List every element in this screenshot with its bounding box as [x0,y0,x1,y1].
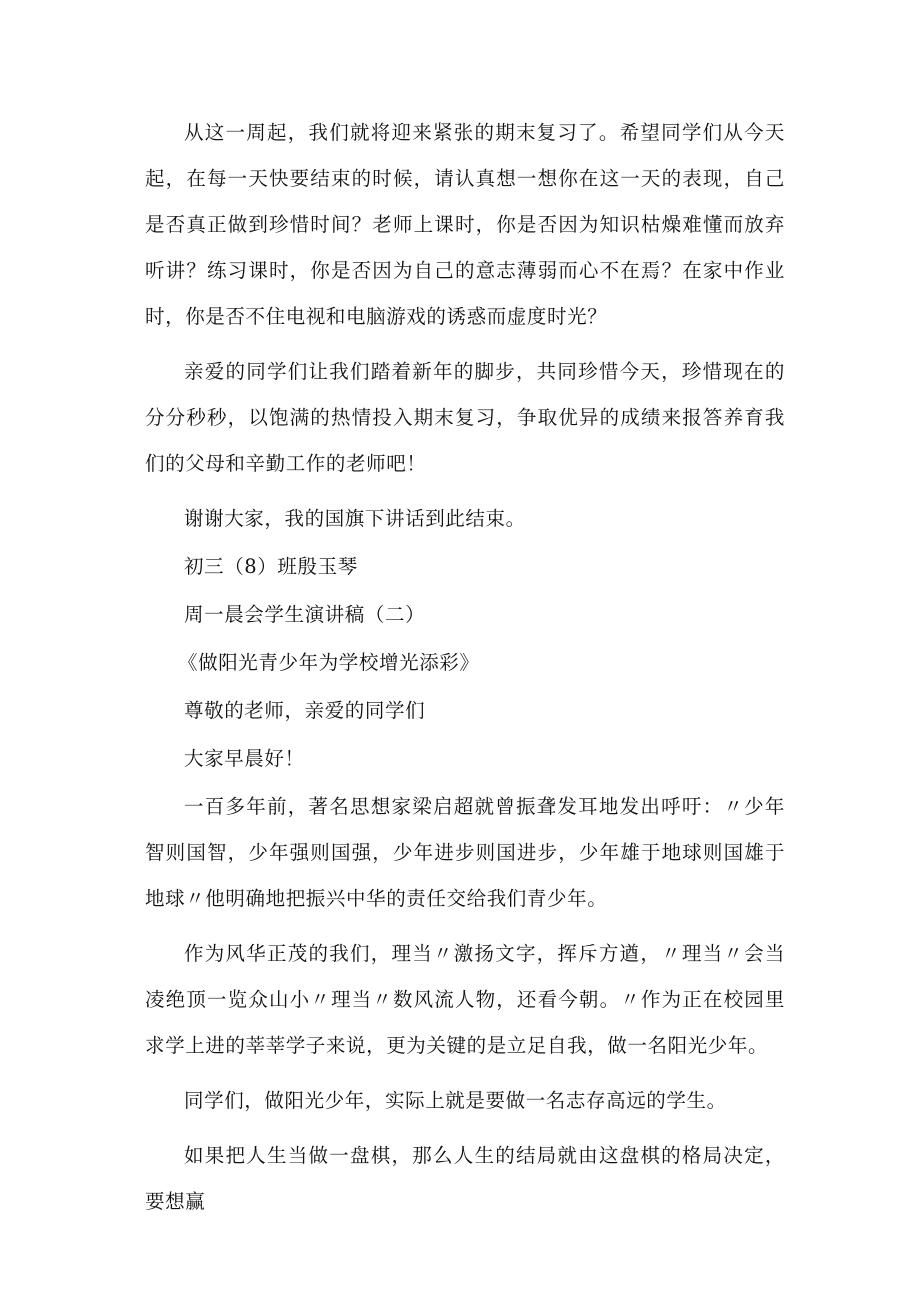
salutation: 尊敬的老师，亲爱的同学们 [184,699,426,722]
speech-title: 《做阳光青少年为学校增光添彩》 [178,651,480,674]
paragraph-review-reminder: 从这一周起，我们就将迎来紧张的期末复习了。希望同学们从今天起，在每一天快要结束的时候，请认真想一想你在这一天的表现，自己是否真正做到珍惜时间？老师上课时，你是否因为知识枯燥难懂而放弃听讲？练习课时，你是否因为自己的意志薄弱而心不在焉？在家中作业时，你是否不住电视和电脑游戏的诱惑而虚度时光？ [145,121,785,328]
paragraph-chess-metaphor: 如果把人生当做一盘棋，那么人生的结局就由这盘棋的格局决定，要想赢 [145,1144,785,1213]
paragraph-encouragement: 亲爱的同学们让我们踏着新年的脚步，共同珍惜今天，珍惜现在的分分秒秒，以饱满的热情投入期末复习，争取优异的成绩来报答养育我们的父母和辛勤工作的老师吧！ [145,360,785,475]
paragraph-speaker-signature: 初三（8）班殷玉琴 [184,555,358,578]
section-heading: 周一晨会学生演讲稿（二） [184,603,426,626]
paragraph-liang-qichao-quote: 一百多年前，著名思想家梁启超就曾振聋发耳地发出呼吁：〃少年智则国智，少年强则国强，少年进步则国进步，少年雄于地球则国雄于地球〃他明确地把振兴中华的责任交给我们青少年。 [145,795,785,910]
greeting: 大家早晨好！ [184,747,305,770]
paragraph-sunny-youth: 同学们，做阳光少年，实际上就是要做一名志存高远的学生。 [184,1089,727,1112]
paragraph-closing-thanks: 谢谢大家，我的国旗下讲话到此结束。 [184,507,526,530]
paragraph-youth-aspiration: 作为风华正茂的我们，理当〃激扬文字，挥斥方遒，〃理当〃会当凌绝顶一览众山小〃理当〃数风流人物，还看今朝。〃作为正在校园里求学上进的莘莘学子来说，更为关键的是立足自我，做一名阳光少年。 [145,942,785,1057]
document-body [145,110,785,1234]
